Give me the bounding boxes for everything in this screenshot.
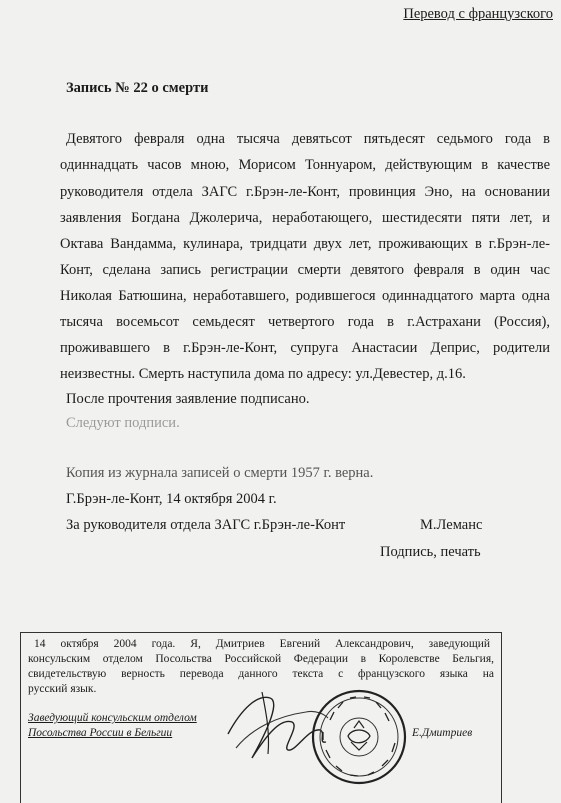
paragraph-line: заявления Богдана Джолерича, неработающего, шестидесяти пяти лет, и: [60, 210, 550, 226]
certification-line: русский язык.: [28, 683, 97, 695]
paragraph-line: Девятого февраля одна тысяча девятьсот пятьдесят седьмого года в: [66, 131, 550, 147]
document-title: Запись № 22 о смерти: [66, 80, 209, 96]
signatures-follow-text: Следуют подписи.: [66, 415, 180, 431]
paragraph-line: Конт, сделана запись регистрации смерти девятого февраля в один час: [60, 262, 550, 278]
consul-position-line1: Заведующий консульским отделом: [28, 712, 197, 724]
place-date: Г.Брэн-ле-Конт, 14 октября 2004 г.: [66, 491, 277, 507]
paragraph-line: Николая Батюшина, неработавшего, родившегося одиннадцатого марта одна: [60, 288, 550, 304]
paragraph-line: руководителя отдела ЗАГС г.Брэн-ле-Конт, провинция Эно, на основании: [60, 184, 550, 200]
certification-line: консульским отделом Посольства Российской Федерации в Королевстве Бельгия,: [28, 653, 494, 665]
translation-note: Перевод с французского: [403, 6, 553, 22]
for-head-text: За руководителя отдела ЗАГС г.Брэн-ле-Конт: [66, 517, 346, 533]
after-reading-text: После прочтения заявление подписано.: [66, 391, 310, 407]
paragraph-line: проживавшего в г.Брэн-ле-Конт, супруга Анастасии Деприс, родители: [60, 340, 550, 356]
signer-name: М.Леманс: [420, 517, 483, 533]
paragraph-line: одиннадцать часов мною, Морисом Тоннуаром, действующим в качестве: [60, 157, 550, 173]
signature-seal-label: Подпись, печать: [380, 544, 481, 560]
certification-line: свидетельствую верность перевода данного текста с французского языка на: [28, 668, 494, 680]
consul-name: Е.Дмитриев: [412, 727, 473, 739]
certification-line: 14 октября 2004 года. Я, Дмитриев Евгений Александрович, заведующий: [34, 638, 490, 650]
consul-position-line2: Посольства России в Бельгии: [28, 727, 173, 739]
paragraph-line: тысяча восемьсот семьдесят четвертого года в г.Астрахани (Россия),: [60, 314, 550, 330]
paragraph-line: Октава Вандамма, кулинара, тридцати двух лет, проживающих в г.Брэн-ле-: [60, 236, 550, 252]
copy-statement: Копия из журнала записей о смерти 1957 г. верна.: [66, 465, 374, 481]
paragraph-line: неизвестны. Смерть наступила дома по адресу: ул.Девестер, д.16.: [60, 366, 466, 382]
consular-seal-icon: [310, 688, 408, 786]
